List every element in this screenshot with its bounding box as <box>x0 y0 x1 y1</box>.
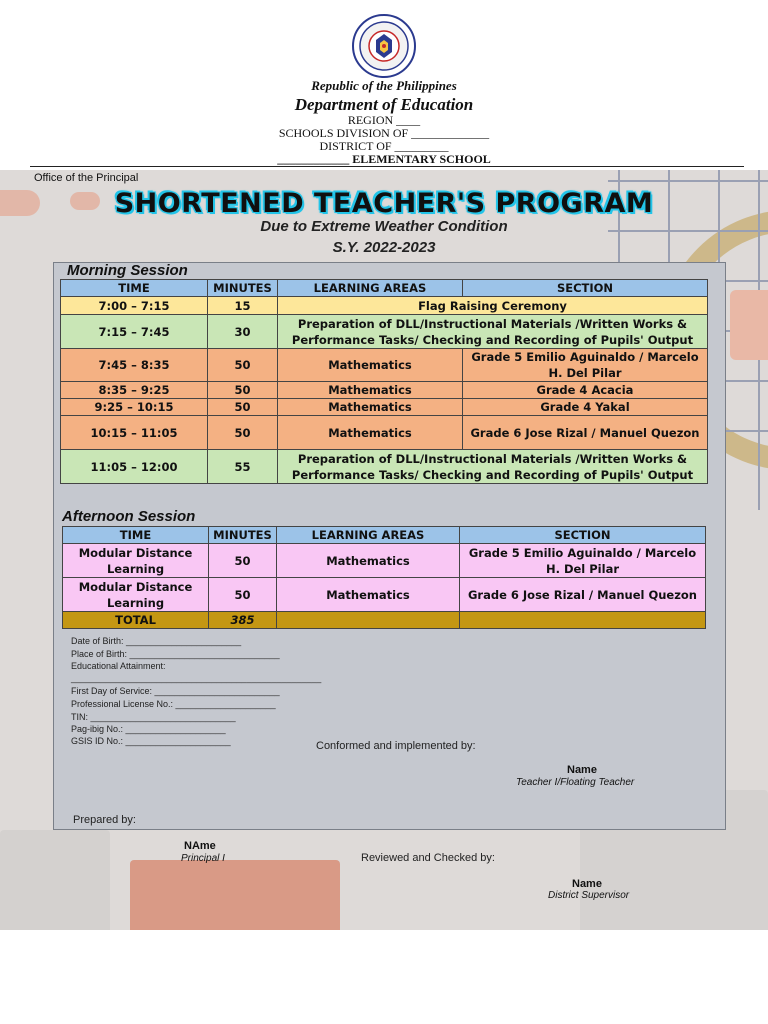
department-name: Department of Education <box>294 95 474 114</box>
region-line: REGION ____ <box>347 113 421 127</box>
supervisor-name: Name <box>572 878 602 890</box>
cell-learning-area: Mathematics <box>278 399 463 416</box>
cell-time: 7:15 – 7:45 <box>61 315 208 349</box>
educational-attainment-field: Educational Attainment: <box>71 661 166 671</box>
table-row <box>61 416 708 450</box>
cell-section: Grade 6 Jose Rizal / Manuel Quezon <box>460 578 706 612</box>
table-row <box>61 450 708 484</box>
cell-time: 10:15 – 11:05 <box>61 416 208 450</box>
republic-line: Republic of the Philippines <box>311 78 457 93</box>
cell-section: Grade 5 Emilio Aguinaldo / Marcelo H. Del Pilar <box>460 544 706 578</box>
cell-minutes: 50 <box>209 578 277 612</box>
conformed-label: Conformed and implemented by: <box>316 740 476 752</box>
date-of-birth-field: Date of Birth: _______________________ <box>71 636 242 646</box>
table-row <box>61 382 708 399</box>
gsis-id-field: GSIS ID No.: _____________________ <box>71 736 231 746</box>
header-divider <box>30 166 744 167</box>
col-header-learning-areas: LEARNING AREAS <box>278 280 463 297</box>
cell-learning-area: Mathematics <box>277 544 460 578</box>
cell-minutes: 15 <box>208 297 278 315</box>
cell-section: Grade 4 Acacia <box>463 382 708 399</box>
col-header-minutes: MINUTES <box>209 527 277 544</box>
total-empty-cell <box>460 612 706 629</box>
cell-time: Modular Distance Learning <box>63 578 209 612</box>
deped-seal-logo <box>352 14 416 78</box>
teacher-role: Teacher I/Floating Teacher <box>516 777 635 788</box>
school-year: S.Y. 2022-2023 <box>332 239 436 256</box>
cell-time: 7:45 – 8:35 <box>61 349 208 382</box>
col-header-section: SECTION <box>463 280 708 297</box>
cell-time: 9:25 – 10:15 <box>61 399 208 416</box>
program-subtitle: Due to Extreme Weather Condition <box>260 218 508 235</box>
cell-time: 7:00 – 7:15 <box>61 297 208 315</box>
office-label: Office of the Principal <box>34 172 139 184</box>
cell-activity: Flag Raising Ceremony <box>278 297 708 315</box>
cell-learning-area: Mathematics <box>278 416 463 450</box>
district-line: DISTRICT OF _________ <box>319 139 449 153</box>
cell-time: 8:35 – 9:25 <box>61 382 208 399</box>
total-empty-cell <box>277 612 460 629</box>
total-minutes: 385 <box>209 612 277 629</box>
table-row <box>61 315 708 349</box>
cell-section: Grade 4 Yakal <box>463 399 708 416</box>
cell-minutes: 50 <box>208 382 278 399</box>
cell-learning-area: Mathematics <box>278 382 463 399</box>
principal-name: NAme <box>184 840 216 852</box>
teacher-name: Name <box>567 764 597 776</box>
morning-schedule-table <box>60 279 708 484</box>
col-header-section: SECTION <box>460 527 706 544</box>
tin-field: TIN: _____________________________ <box>71 712 236 722</box>
afternoon-schedule-table <box>62 526 706 629</box>
table-row <box>61 399 708 416</box>
school-line: ____________ ELEMENTARY SCHOOL <box>277 152 491 166</box>
pagibig-field: Pag-ibig No.: ____________________ <box>71 724 226 734</box>
cell-section: Grade 5 Emilio Aguinaldo / Marcelo H. Del Pilar <box>463 349 708 382</box>
program-title: SHORTENED TEACHER'S PROGRAM <box>114 188 654 219</box>
supervisor-role: District Supervisor <box>548 890 630 901</box>
total-row <box>63 612 706 629</box>
table-row <box>63 544 706 578</box>
cell-minutes: 50 <box>208 416 278 450</box>
table-row <box>61 297 708 315</box>
afternoon-session-label: Afternoon Session <box>62 508 196 525</box>
col-header-minutes: MINUTES <box>208 280 278 297</box>
division-line: SCHOOLS DIVISION OF _____________ <box>278 126 490 140</box>
cell-learning-area: Mathematics <box>278 349 463 382</box>
educational-attainment-line: __________________________________________________ <box>71 673 322 683</box>
col-header-time: TIME <box>63 527 209 544</box>
prepared-by-label: Prepared by: <box>73 814 136 826</box>
cell-activity: Preparation of DLL/Instructional Materials /Written Works & Performance Tasks/ Checking and Recording of Pupils' Output <box>278 315 708 349</box>
table-row <box>61 349 708 382</box>
morning-session-label: Morning Session <box>67 262 188 279</box>
table-row <box>63 578 706 612</box>
cell-section: Grade 6 Jose Rizal / Manuel Quezon <box>463 416 708 450</box>
cell-activity: Preparation of DLL/Instructional Materials /Written Works & Performance Tasks/ Checking and Recording of Pupils' Output <box>278 450 708 484</box>
first-day-of-service-field: First Day of Service: _________________________ <box>71 686 280 696</box>
place-of-birth-field: Place of Birth: ______________________________ <box>71 649 280 659</box>
cell-minutes: 50 <box>208 349 278 382</box>
principal-role: Principal I <box>181 853 225 864</box>
total-label: TOTAL <box>63 612 209 629</box>
cell-time: 11:05 – 12:00 <box>61 450 208 484</box>
col-header-learning-areas: LEARNING AREAS <box>277 527 460 544</box>
cell-time: Modular Distance Learning <box>63 544 209 578</box>
professional-license-field: Professional License No.: ____________________ <box>71 699 276 709</box>
cell-minutes: 50 <box>208 399 278 416</box>
cell-minutes: 30 <box>208 315 278 349</box>
col-header-time: TIME <box>61 280 208 297</box>
cell-minutes: 50 <box>209 544 277 578</box>
reviewed-by-label: Reviewed and Checked by: <box>361 852 495 864</box>
cell-learning-area: Mathematics <box>277 578 460 612</box>
cell-minutes: 55 <box>208 450 278 484</box>
